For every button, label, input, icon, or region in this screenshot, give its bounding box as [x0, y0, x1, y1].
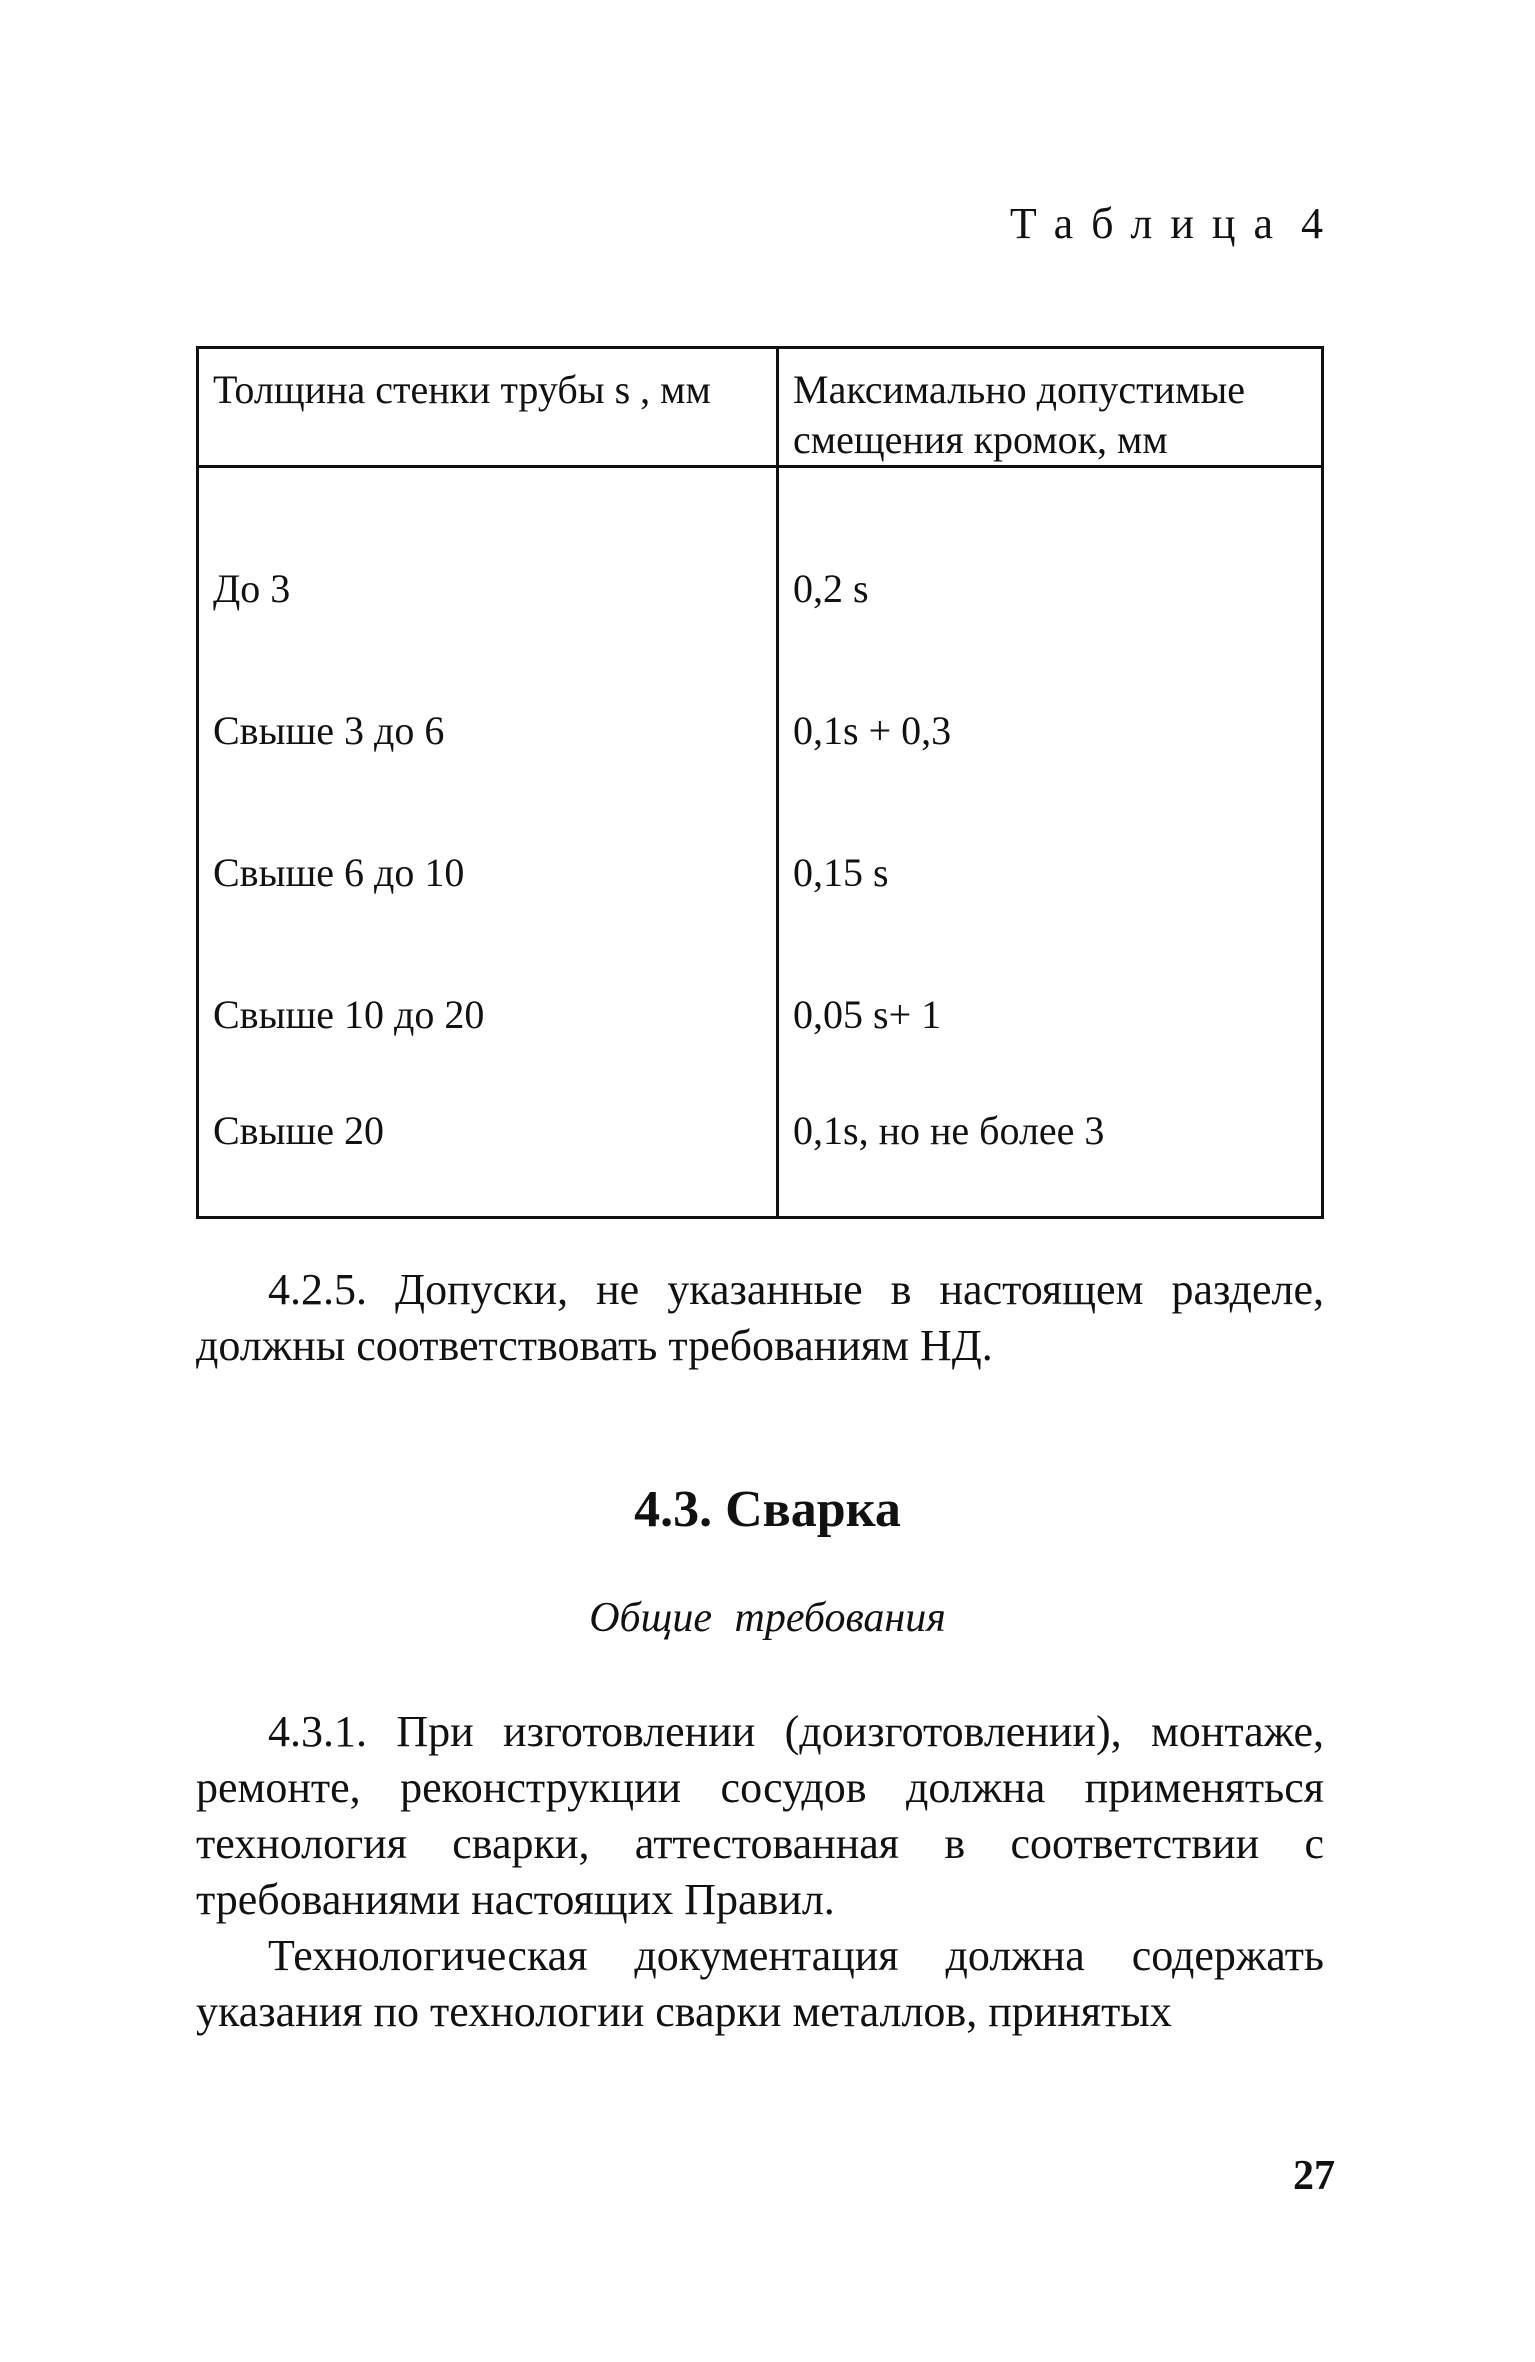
table-header-cell: Толщина стенки трубы s , мм: [198, 348, 778, 467]
section-heading: 4.3. Сварка: [634, 1481, 901, 1538]
paragraph-technological-docs: Технологическая документация должна содержать указания по технологии сварки металлов, принятых: [196, 1931, 1324, 2036]
paragraph-4-3-1: 4.3.1. При изготовлении (доизготовлении), монтаже, ремонте, реконструкции сосудов должна применяться технология сварки, аттестованная в соответствии с требованиями настоящих Правил.: [196, 1707, 1324, 1924]
table-header-row: [198, 348, 1323, 467]
table-cell: 0,1s, но не более 3: [778, 1086, 1323, 1218]
table-cell: 0,15 s: [778, 802, 1323, 944]
table-cell: 0,1s + 0,3: [778, 660, 1323, 802]
table-caption: [1010, 198, 1323, 249]
table-cell: Свыше 3 до 6: [198, 660, 778, 802]
table-row: [198, 467, 1323, 661]
tolerance-table: [196, 346, 1324, 1219]
paragraph-4-2-5: 4.2.5. Допуски, не указанные в настоящем разделе, должны соответствовать требованиям НД.: [196, 1265, 1324, 1370]
table-cell: 0,05 s+ 1: [778, 944, 1323, 1086]
page-number: 27: [1293, 2153, 1335, 2199]
table-row: [198, 944, 1323, 1086]
table-caption-number: 4: [1301, 199, 1323, 248]
table-row: [198, 802, 1323, 944]
table-row: [198, 660, 1323, 802]
table-header-cell: Максимально допустимые смещения кромок, мм: [778, 348, 1323, 467]
table-row: [198, 1086, 1323, 1218]
subsection-heading: Общие требования: [589, 1595, 946, 1641]
table-cell: 0,2 s: [778, 467, 1323, 661]
table-cell: Свыше 20: [198, 1086, 778, 1218]
table-caption-word: Таблица: [1009, 199, 1291, 248]
table-cell: Свыше 6 до 10: [198, 802, 778, 944]
table-cell: До 3: [198, 467, 778, 661]
table-cell: Свыше 10 до 20: [198, 944, 778, 1086]
